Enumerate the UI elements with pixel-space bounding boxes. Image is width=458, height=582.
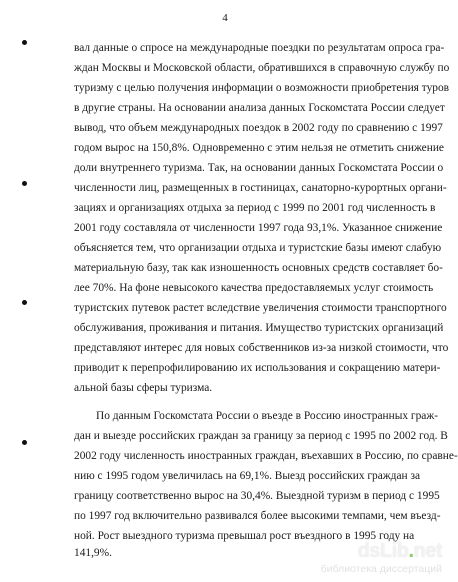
text-line: 2002 году численность иностранных граждан, въехавших в Россию, по сравне-	[74, 450, 458, 462]
text-line: численности лиц, размещенных в гостиницах, санаторно-курортных органи-	[74, 182, 447, 194]
text-line: представляют интерес для новых собственников из-за низкой стоимости, что	[74, 342, 449, 354]
dslib-watermark	[320, 540, 442, 578]
text-line: ждан Москвы и Московской области, обратившихся в справочную службу по	[74, 62, 450, 74]
watermark-subtitle: библиотека диссертаций	[320, 563, 442, 575]
text-line: 2001 году составляла от численности 1997 года 93,1%. Указанное снижение	[74, 222, 443, 234]
text-line: в другие страны. На основании анализа данных Госкомстата России следует	[74, 102, 445, 114]
text-line: вывод, что объем международных поездок в 2002 году по сравнению с 1997	[74, 122, 443, 134]
text-line: приводит к перепрофилированию их использования и сокращению матери-	[74, 362, 441, 374]
margin-bullet-icon	[22, 300, 27, 305]
text-line: По данным Госкомстата России о въезде в Россию иностранных граж-	[96, 410, 439, 422]
page-number: 4	[222, 12, 228, 24]
text-line: зациях и организациях отдыха за период с 1999 по 2001 год численность в	[74, 202, 436, 214]
text-line: доли внутреннего туризма. Так, на основании данных Госкомстата России о	[74, 162, 444, 174]
text-line: годом вырос на 150,8%. Одновременно с этим нельзя не отметить снижение	[74, 142, 444, 154]
text-line: вал данные о спросе на международные поездки по результатам опроса гра-	[74, 42, 445, 54]
text-line: 141,9%.	[74, 547, 112, 559]
text-line: туристских путевок растет вследствие увеличения стоимости транспортного	[74, 302, 447, 314]
text-line: ной. Рост выездного туризма превышал рост въездного в 1995 году на	[74, 530, 415, 542]
text-line: по 1997 год включительно развивался более высокими темпами, чем въезд-	[74, 510, 441, 522]
margin-bullet-icon	[22, 181, 27, 186]
margin-bullet-icon	[22, 40, 27, 45]
text-line: обслуживания, проживания и питания. Имущество туристских организаций	[74, 322, 444, 334]
text-line: дан и выезде российских граждан за границу за период с 1995 по 2002 год. В	[74, 430, 448, 442]
text-line: туризму с целью получения информации о возможности приобретения туров	[74, 82, 450, 94]
text-line: альной базы сферы туризма.	[74, 382, 213, 394]
dslib-logo-icon: dsLib.net	[357, 540, 442, 562]
text-line: границу соответственно вырос на 30,4%. Выездной туризм в период с 1995	[74, 490, 440, 502]
margin-bullet-icon	[22, 440, 27, 445]
text-line: объясняется тем, что организации отдыха и туристские базы имеют слабую	[74, 242, 442, 254]
text-line: материальную базу, так как изношенность основных средств составляет бо-	[74, 262, 443, 274]
text-line: лее 70%. На фоне невысокого качества предоставляемых услуг стоимость	[74, 282, 434, 294]
text-line: нию с 1995 годом увеличилась на 69,1%. Выезд российских граждан за	[74, 470, 421, 482]
